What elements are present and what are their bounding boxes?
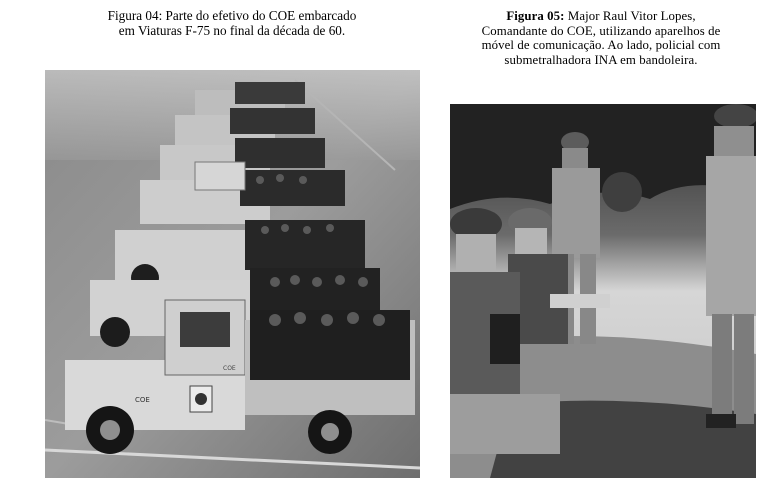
figure-05-label: Figura 05: (506, 9, 565, 23)
figure-04-caption-line-2: em Viaturas F-75 no final da década de 60. (118, 22, 346, 38)
figure-04-caption-line-1: Figura 04: Parte do efetivo do COE embarcado (107, 8, 357, 23)
officers-radio-image (450, 104, 756, 478)
figure-04-caption (46, 9, 418, 38)
figure-05-caption-line-3: móvel de comunicação. Ao lado, policial com (481, 38, 721, 52)
coe-door-text: COE (135, 396, 150, 404)
figure-05-caption-line-1-rest: Major Raul Vitor Lopes, (564, 9, 696, 23)
figure-05-photo (450, 104, 756, 478)
figure-04-photo (45, 70, 420, 478)
coe-hood-text: COE (223, 365, 236, 372)
jeep-column-image (45, 70, 420, 478)
figure-05-caption-line-4: submetralhadora INA em bandoleira. (504, 52, 698, 67)
figure-05-caption-line-2: Comandante do COE, utilizando aparelhos de (481, 23, 721, 38)
figure-05-caption (436, 9, 766, 67)
figure-05-caption-line-1 (436, 9, 766, 24)
